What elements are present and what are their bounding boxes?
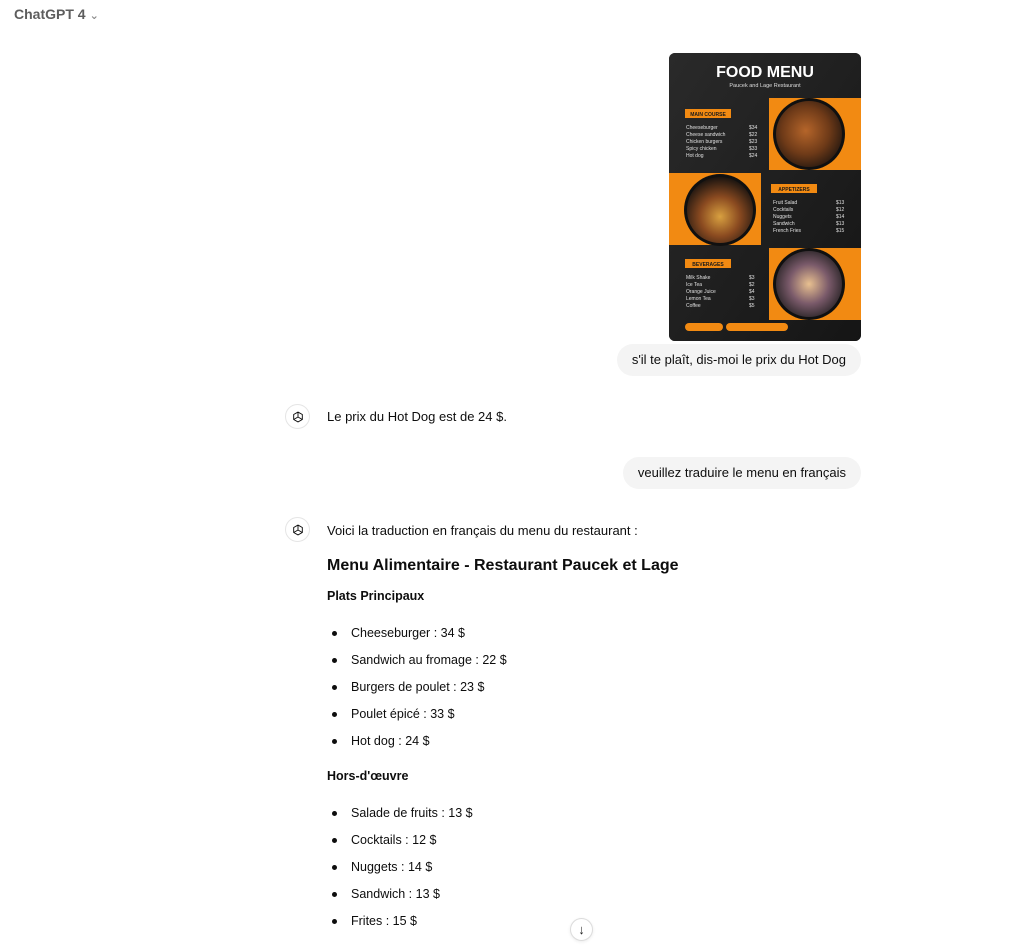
svg-text:$12: $12 <box>836 207 845 213</box>
svg-text:$14: $14 <box>836 214 845 220</box>
svg-text:$5: $5 <box>749 303 755 309</box>
list-item: Frites : 15 $ <box>327 913 473 940</box>
svg-text:$34: $34 <box>749 125 758 131</box>
menu-list <box>327 625 507 760</box>
svg-text:Cheese sandwich: Cheese sandwich <box>686 132 726 138</box>
user-message: s'il te plaît, dis-moi le prix du Hot Dog <box>617 344 861 376</box>
list-item: Sandwich : 13 $ <box>327 886 473 913</box>
svg-text:Coffee: Coffee <box>686 303 701 309</box>
menu-title: Menu Alimentaire - Restaurant Paucek et Lage <box>327 557 679 574</box>
svg-text:$15: $15 <box>836 228 845 234</box>
list-item: Hot dog : 24 $ <box>327 733 507 760</box>
svg-text:$13: $13 <box>836 221 845 227</box>
list-item: Sandwich au fromage : 22 $ <box>327 652 507 679</box>
svg-text:Milk Shake: Milk Shake <box>686 275 711 281</box>
svg-text:Ice Tea: Ice Tea <box>686 282 703 288</box>
svg-text:$3: $3 <box>749 275 755 281</box>
menu-list <box>327 805 473 940</box>
svg-text:Chicken burgers: Chicken burgers <box>686 139 723 145</box>
section-heading: Hors-d'œuvre <box>327 769 409 783</box>
openai-logo-icon <box>285 517 310 542</box>
svg-text:French Fries: French Fries <box>773 228 802 234</box>
list-item: Cheeseburger : 34 $ <box>327 625 507 652</box>
svg-text:Hot dog: Hot dog <box>686 153 704 159</box>
arrow-down-icon: ↓ <box>578 922 585 937</box>
svg-text:Nuggets: Nuggets <box>773 214 792 220</box>
assistant-intro: Voici la traduction en français du menu du restaurant : <box>327 523 638 538</box>
svg-text:$33: $33 <box>749 146 758 152</box>
svg-text:APPETIZERS: APPETIZERS <box>778 187 810 193</box>
svg-text:Spicy chicken: Spicy chicken <box>686 146 717 152</box>
openai-logo-icon <box>285 404 310 429</box>
svg-text:BEVERAGES: BEVERAGES <box>692 262 724 268</box>
scroll-down-button[interactable] <box>570 918 593 941</box>
image-subtitle: Paucek and Lage Restaurant <box>729 83 801 89</box>
list-item: Salade de fruits : 13 $ <box>327 805 473 832</box>
user-message: veuillez traduire le menu en français <box>623 457 861 489</box>
svg-text:$23: $23 <box>749 139 758 145</box>
svg-text:$3: $3 <box>749 296 755 302</box>
chevron-down-icon: ⌄ <box>89 9 99 22</box>
model-selector[interactable] <box>14 6 99 22</box>
assistant-message: Le prix du Hot Dog est de 24 $. <box>327 409 507 424</box>
svg-text:$4: $4 <box>749 289 755 295</box>
svg-text:Lemon Tea: Lemon Tea <box>686 296 711 302</box>
section-heading: Plats Principaux <box>327 589 425 603</box>
svg-text:Cocktails: Cocktails <box>773 207 794 213</box>
svg-text:Fruit Salad: Fruit Salad <box>773 200 798 206</box>
image-title: FOOD MENU <box>716 64 814 81</box>
list-item: Burgers de poulet : 23 $ <box>327 679 507 706</box>
model-label: ChatGPT 4 <box>14 6 86 22</box>
svg-text:Sandwich: Sandwich <box>773 221 795 227</box>
svg-text:$24: $24 <box>749 153 758 159</box>
svg-text:$22: $22 <box>749 132 758 138</box>
list-item: Nuggets : 14 $ <box>327 859 473 886</box>
list-item: Poulet épicé : 33 $ <box>327 706 507 733</box>
svg-text:$2: $2 <box>749 282 755 288</box>
svg-text:$13: $13 <box>836 200 845 206</box>
svg-text:Orange Juice: Orange Juice <box>686 289 716 295</box>
list-item: Cocktails : 12 $ <box>327 832 473 859</box>
svg-text:MAIN COURSE: MAIN COURSE <box>690 112 726 118</box>
uploaded-menu-image[interactable] <box>669 53 861 341</box>
svg-text:Cheeseburger: Cheeseburger <box>686 125 718 131</box>
